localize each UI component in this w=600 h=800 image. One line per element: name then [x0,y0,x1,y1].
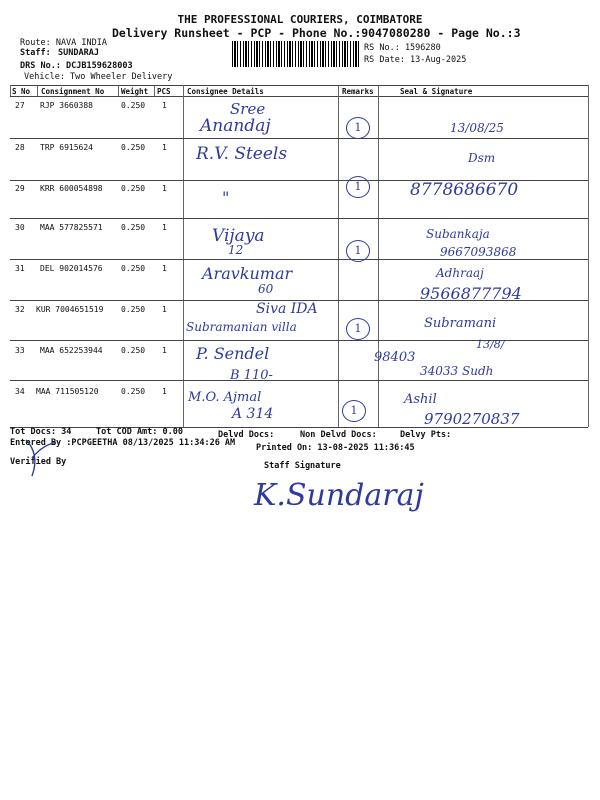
row-sno: 30 [15,223,25,232]
row-pcs: 1 [162,101,167,110]
staff-label: Staff: [20,48,51,58]
row-weight: 0.250 [121,143,146,152]
sign-handwriting: 9566877794 [420,284,522,303]
verified-signature-scribble [20,438,60,480]
consignee-handwriting: M.O. Ajmal [188,390,262,405]
row-pcs: 1 [162,184,167,193]
route: Route: NAVA INDIA [20,38,107,48]
row-sno: 31 [15,264,25,273]
sign-handwriting: 13/08/25 [450,121,504,135]
remark-circle: 1 [346,318,370,340]
row-pcs: 1 [162,387,167,396]
staff-signature-label: Staff Signature [264,461,341,471]
printed-on: Printed On: 13-08-2025 11:36:45 [256,443,415,453]
row-consignment: MAA 652253944 [40,346,103,355]
row-consignment: KRR 600054898 [40,184,103,193]
consignee-handwriting: Subramanian villa [186,320,297,334]
row-consignment: TRP 6915624 [40,143,93,152]
consignee-handwriting: A 314 [232,406,274,422]
consignee-handwriting: 60 [258,282,274,296]
row-consignment: MAA 711505120 [36,387,99,396]
barcode [232,41,360,67]
row-pcs: 1 [162,264,167,273]
row-weight: 0.250 [121,101,146,110]
rs-date: RS Date: 13-Aug-2025 [364,55,467,65]
col-header-pcs: PCS [157,87,171,96]
total-docs: Tot Docs: 34 [10,427,72,437]
sign-handwriting: Subankaja [426,227,490,241]
sign-handwriting: Dsm [468,151,496,165]
consignee-handwriting: Sree [230,100,266,118]
sign-handwriting: 98403 [374,350,416,365]
sign-handwriting: 9667093868 [440,245,517,259]
row-weight: 0.250 [121,387,146,396]
sign-handwriting: Adhraaj [436,266,484,280]
entered-by: Entered By :PCPGEETHA 08/13/2025 11:34:26 AM [10,438,236,448]
ditto-mark: " [222,188,230,207]
row-pcs: 1 [162,143,167,152]
consignee-handwriting: Aravkumar [202,264,293,283]
consignee-handwriting: Vijaya [212,226,265,246]
row-pcs: 1 [162,346,167,355]
staff-name: SUNDARAJ [58,48,99,58]
row-weight: 0.250 [121,346,146,355]
consignee-handwriting: Anandaj [200,116,271,136]
remark-circle: 1 [342,400,366,422]
row-sno: 27 [15,101,25,110]
row-weight: 0.250 [121,184,146,193]
sign-handwriting: 8778686670 [410,180,519,200]
row-sno: 29 [15,184,25,193]
col-header-weight: Weight [121,87,149,96]
col-header-seal-signature: Seal & Signature [400,87,473,96]
row-sno: 33 [15,346,25,355]
sign-handwriting: Subramani [424,316,497,331]
consignee-handwriting: B 110- [230,368,273,383]
company-name: THE PROFESSIONAL COURIERS, COIMBATORE [177,13,423,26]
row-weight: 0.250 [121,223,146,232]
consignee-handwriting: R.V. Steels [196,144,288,164]
row-pcs: 1 [162,223,167,232]
col-header-consignee: Consignee Details [187,87,264,96]
consignee-handwriting: Siva IDA [256,301,318,317]
remark-circle: 1 [346,117,370,139]
runsheet-title: Delivery Runsheet - PCP - Phone No.:9047080280 - Page No.:3 [112,26,521,40]
vehicle: Vehicle: Two Wheeler Delivery [24,72,173,82]
row-consignment: RJP 3660388 [40,101,93,110]
delivery-points: Delvy Pts: [400,430,452,440]
row-consignment: KUR 7004651519 [36,305,104,314]
delivered-docs: Delvd Docs: [218,430,275,440]
row-consignment: DEL 902014576 [40,264,103,273]
remark-circle: 1 [346,240,370,262]
row-sno: 32 [15,305,25,314]
sign-handwriting: Ashil [404,392,437,407]
row-weight: 0.250 [121,264,146,273]
consignee-handwriting: 12 [228,243,244,257]
col-header-sno: S No [12,87,31,96]
row-sno: 28 [15,143,25,152]
row-sno: 34 [15,387,25,396]
staff-signature-handwriting: K.Sundaraj [254,478,424,513]
consignee-handwriting: P. Sendel [196,344,270,363]
drs-number: DRS No.: DCJB159628003 [20,61,133,71]
row-pcs: 1 [162,305,167,314]
remark-circle: 1 [346,176,370,198]
sign-handwriting: 13/8/ [476,338,505,351]
non-delivered-docs: Non Delvd Docs: [300,430,377,440]
row-weight: 0.250 [121,305,146,314]
col-header-remarks: Remarks [342,87,374,96]
total-cod-amount: Tot COD Amt: 0.00 [96,427,183,437]
row-consignment: MAA 577825571 [40,223,103,232]
sign-handwriting: 9790270837 [424,410,520,428]
col-header-consignment: Consignment No [41,87,105,96]
sign-handwriting: 34033 Sudh [420,364,494,378]
rs-number: RS No.: 1596280 [364,43,441,53]
verified-by: Verified By [10,457,67,467]
